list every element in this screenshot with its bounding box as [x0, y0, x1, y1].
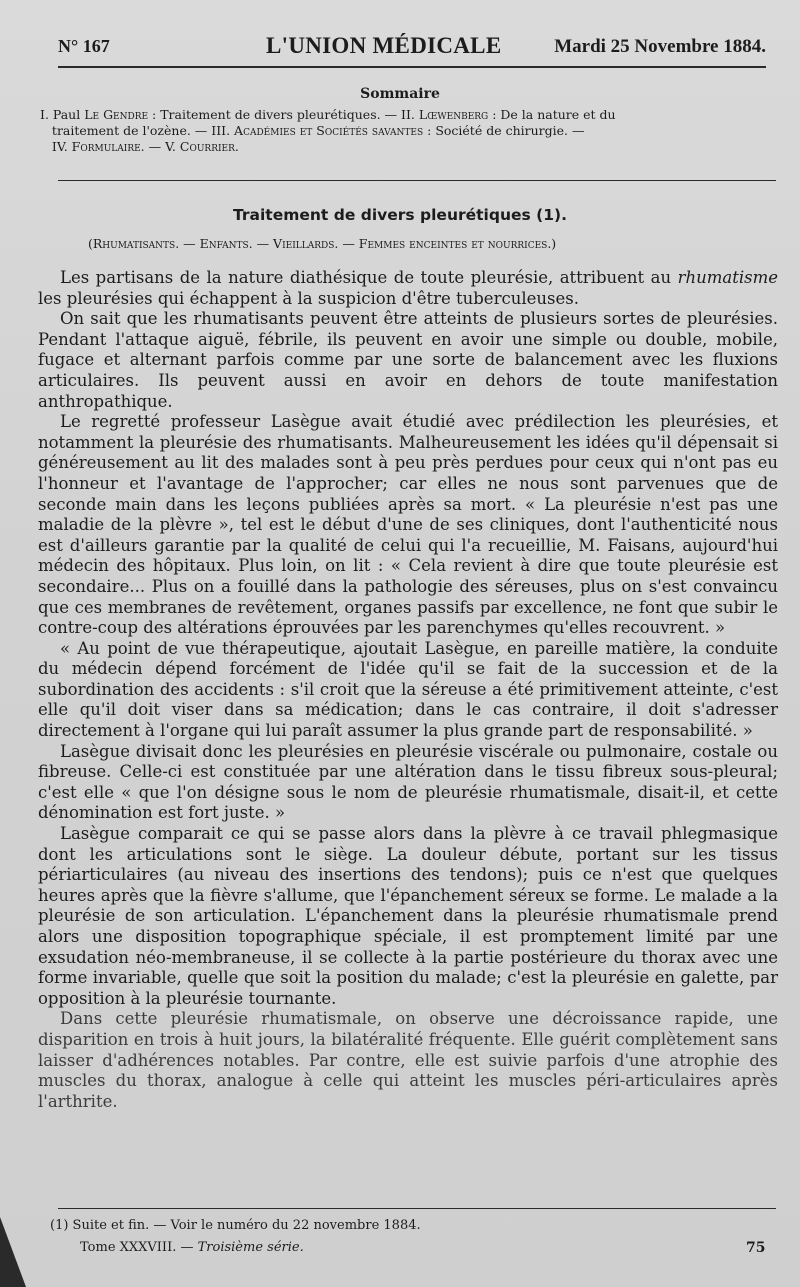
paragraph-4: « Au point de vue thérapeutique, ajoutait Lasègue, en pareille matière, la conduite du médecin dépend forcément de l'idée qu'il se fait de la succession et de la subordination des accidents : s'il croit que la séreuse a été primitivement atteinte, c'est elle qu'il doit viser dans sa médication; dans le cas contraire, il doit s'adresser directement à l'organe qui lui paraît assumer la plus grande part de responsabilité. » [38, 638, 778, 741]
summary-line-3: IV. Formulaire. — V. Courrier. [51, 139, 239, 154]
page-footer: Tome XXXVIII. — Troisième série. [80, 1240, 304, 1255]
paragraph-6: Lasègue comparait ce qui se passe alors dans la plèvre à ce travail phlegmasique dont les articulations sont le siège. La douleur débute, portant sur les tissus périarticulaires (au niveau des insertions des tendons); puis ce n'est que quelques heures après que la fièvre s'allume, que l'épanchement séreux se forme. Le malade a la pleurésie de son articulation. L'épanchement dans la pleurésie rhumatismale prend alors une disposition topographique spéciale, il est promptement limité par une exsudation néo-membraneuse, il se collecte à la partie postérieure du thorax avec une forme invariable, quelle que soit la position du malade; c'est la pleurésie en galette, par opposition à la pleurésie tournante. [38, 824, 778, 1008]
summary-line-1: I. Paul Le Gendre : Traitement de divers pleurétiques. — II. Lœwenberg : De la nature et du [40, 107, 616, 122]
article-title: Traitement de divers pleurétiques (1). [233, 206, 567, 224]
paragraph-5: Lasègue divisait donc les pleurésies en pleurésie viscérale ou pulmonaire, costale ou fibreuse. Celle-ci est constituée par une altération dans le tissu fibreux sous-pleural; c'est elle « que l'on désigne sous le nom de pleurésie rhumatismale, disait-il, et cette dénomination est fort juste. » [38, 741, 778, 823]
footnote: (1) Suite et fin. — Voir le numéro du 22 novembre 1884. [50, 1218, 421, 1233]
summary-rule [58, 180, 776, 181]
summary-line-2: traitement de l'ozène. — III. Académies et Sociétés savantes : Société de chirurgie. — [51, 123, 585, 138]
paragraph-3: Le regretté professeur Lasègue avait étudié avec prédilection les pleurésies, et notamment la pleurésie des rhumatisants. Malheureusement les idées qu'il dépensait si généreusement au lit des malades sont à peu près perdues pour ceux qui n'ont pas eu l'honneur et l'avantage de l'approcher; car elles ne nous sont parvenues que de seconde main dans les leçons publiées après sa mort. « La pleurésie n'est pas une maladie de la plèvre », tel est le début d'une de ses cliniques, dont l'authenticité nous est d'ailleurs garantie par la qualité de celui qui l'a recueillie, M. Faisans, aujourd'hui médecin des hôpitaux. Plus loin, on lit : « Cela revient à dire que toute pleurésie est secondaire... Plus on a fouillé dans la pathologie des séreuses, plus on s'est convaincu que ces membranes de revêtement, organes passifs par excellence, ne font que subir le contre-coup des altérations éprouvées par les parenchymes qu'elles recouvrent. » [38, 412, 778, 638]
paragraph-2: On sait que les rhumatisants peuvent être atteints de plusieurs sortes de pleurésies. Pendant l'attaque aiguë, fébrile, ils peuvent en avoir une simple ou double, mobile, fugace et alternant parfois comme par une sorte de balancement avec les fluxions articulaires. Ils peuvent aussi en avoir en dehors de toute manifestation anthropathique. [38, 309, 778, 411]
header-rule [58, 66, 766, 68]
paragraph-1: Les partisans de la nature diathésique de toute pleurésie, attribuent au rhumatisme les pleurésies qui échappent à la suspicion d'être tuberculeuses. [38, 268, 778, 308]
page-header [58, 33, 766, 64]
article-body [38, 268, 778, 1112]
journal-title: L'UNION MÉDICALE [266, 33, 502, 58]
page-corner-shadow [0, 1217, 26, 1287]
summary-block [40, 107, 780, 155]
issue-date: Mardi 25 Novembre 1884. [554, 36, 766, 57]
article-subtitle: (Rhumatisants. — Enfants. — Vieillards. — Femmes enceintes et nourrices.) [88, 236, 557, 251]
page-number: 75 [746, 1240, 766, 1256]
paragraph-7: Dans cette pleurésie rhumatismale, on observe une décroissance rapide, une disparition en trois à huit jours, la bilatéralité fréquente. Elle guérit complètement sans laisser d'adhérences notables. Par contre, elle est suivie parfois d'une atrophie des muscles du thorax, analogue à celle qui atteint les muscles péri-articulaires après l'arthrite. [38, 1009, 778, 1111]
summary-title: Sommaire [360, 86, 440, 102]
footnote-rule [58, 1208, 776, 1209]
issue-number: N° 167 [58, 36, 110, 56]
